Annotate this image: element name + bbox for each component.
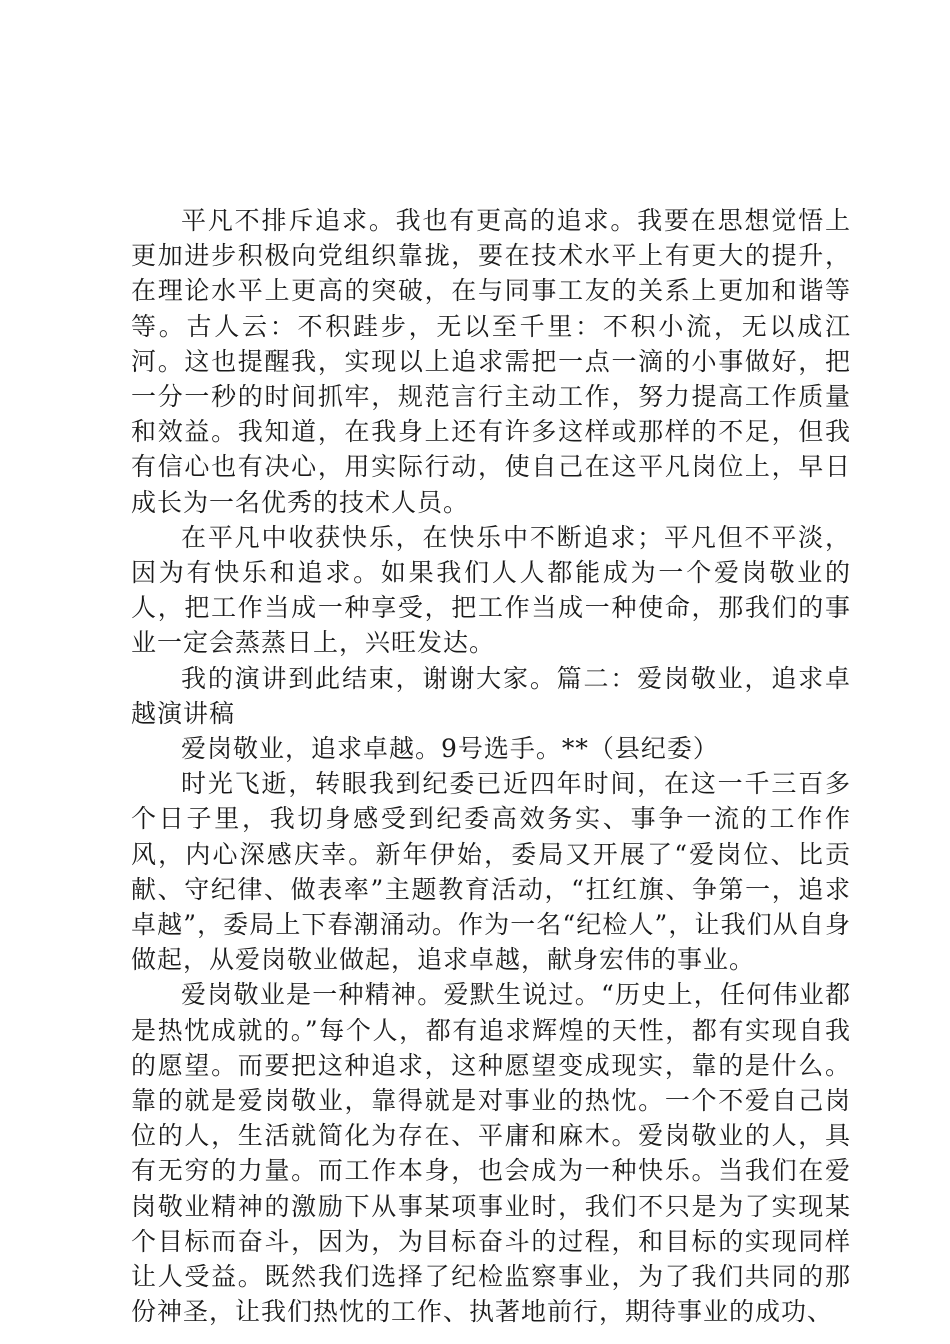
paragraph-pursuit: 平凡不排斥追求。我也有更高的追求。我要在思想觉悟上更加进步积极向党组织靠拢，要在技术水平上有更大的提升，在理论水平上更高的突破，在与同事工友的关系上更加和谐等等。古人云：不积跬步，无以至千里：不积小流，无以成江河。这也提醒我，实现以上追求需把一点一滴的小事做好，把一分一秒的时间抓牢，规范言行主动工作，努力提高工作质量和效益。我知道，在我身上还有许多这样或那样的不足，但我有信心也有决心，用实际行动，使自己在这平凡岗位上，早日成长为一名优秀的技术人员。 (131, 206, 851, 517)
paragraph-speaker-line: 爱岗敬业，追求卓越。9号选手。**（县纪委） (181, 734, 719, 764)
document-body (131, 203, 851, 1330)
paragraph-closing: 我的演讲到此结束，谢谢大家。篇二：爱岗敬业，追求卓越演讲稿 (131, 663, 851, 728)
paragraph-happiness: 在平凡中收获快乐，在快乐中不断追求；平凡但不平淡，因为有快乐和追求。如果我们人人都能成为一个爱岗敬业的人，把工作当成一种享受，把工作当成一种使命，那我们的事业一定会蒸蒸日上，兴旺发达。 (131, 522, 851, 658)
paragraph-time-flies: 时光飞逝，转眼我到纪委已近四年时间，在这一千三百多个日子里，我切身感受到纪委高效务实、事争一流的工作作风，内心深感庆幸。新年伊始，委局又开展了“爱岗位、比贡献、守纪律、做表率”主题教育活动，“扛红旗、争第一，追求卓越”，委局上下春潮涌动。作为一名“纪检人”，让我们从自身做起，从爱岗敬业做起，追求卓越，献身宏伟的事业。 (131, 769, 851, 975)
paragraph-dedication-spirit: 爱岗敬业是一种精神。爱默生说过。“历史上，任何伟业都是热忱成就的。”每个人，都有追求辉煌的天性，都有实现自我的愿望。而要把这种追求，这种愿望变成现实，靠的是什么。靠的就是爱岗敬业，靠得就是对事业的热忱。一个不爱自己岗位的人，生活就简化为存在、平庸和麻木。爱岗敬业的人，具有无穷的力量。而工作本身，也会成为一种快乐。当我们在爱岗敬业精神的激励下从事某项事业时，我们不只是为了实现某个目标而奋斗，因为，为目标奋斗的过程，和目标的实现同样让人受益。既然我们选择了纪检监察事业，为了我们共同的那份神圣，让我们热忱的工作、执著地前行，期待事业的成功、 (131, 980, 851, 1327)
